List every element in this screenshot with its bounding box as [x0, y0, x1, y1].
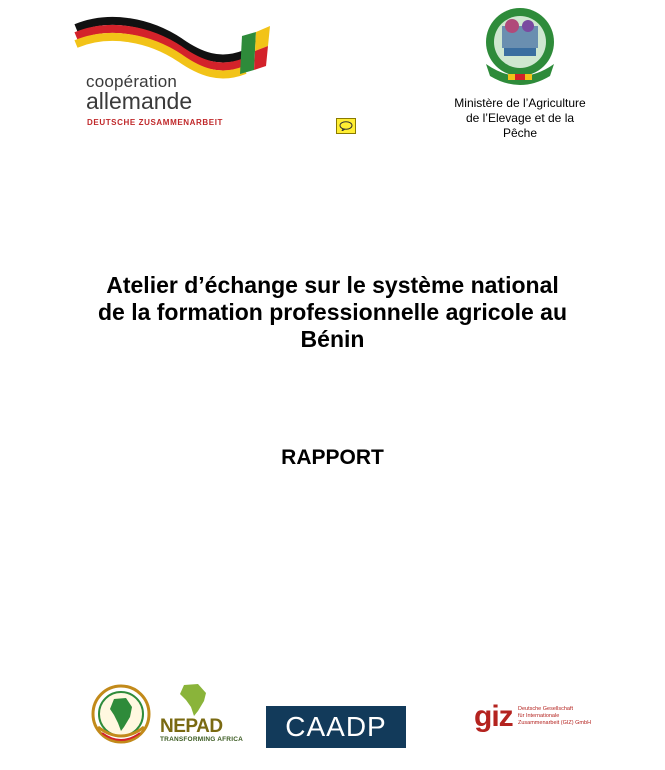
africa-map-icon: [178, 683, 208, 717]
ministry-line3: Pêche: [502, 126, 538, 140]
ministry-emblem-icon: [482, 4, 558, 88]
african-union-logo: [90, 683, 152, 745]
ministry-line2: de l’Elevage et de la: [465, 111, 575, 125]
comment-marker[interactable]: [336, 118, 356, 134]
coop-logo-line3: DEUTSCHE ZUSAMMENARBEIT: [87, 118, 224, 127]
document-title: [0, 272, 665, 353]
giz-line2: für Internationale: [518, 713, 560, 719]
nepad-logo: [158, 683, 243, 745]
caadp-wordmark: CAADP: [285, 711, 387, 742]
title-line1: Atelier d’échange sur le système national: [106, 272, 559, 298]
ministry-name: [425, 96, 615, 141]
caadp-logo: [266, 706, 406, 748]
giz-line1: Deutsche Gesellschaft: [518, 706, 574, 712]
giz-fullname: [518, 706, 608, 727]
coop-logo-line1: coopération: [86, 72, 178, 91]
ministry-block: [425, 4, 615, 149]
cooperation-allemande-logo: [70, 14, 285, 129]
coop-logo-line2: allemande: [86, 88, 193, 114]
title-line3: Bénin: [300, 326, 365, 352]
nepad-tagline: TRANSFORMING AFRICA: [160, 736, 243, 743]
report-heading: RAPPORT: [281, 446, 384, 469]
ministry-line1: Ministère de l’Agriculture: [454, 96, 586, 110]
giz-wordmark: giz: [474, 700, 513, 733]
title-line2: de la formation professionnelle agricole au: [97, 299, 568, 325]
speech-bubble-icon: [339, 121, 353, 131]
giz-logo: [474, 700, 604, 740]
nepad-wordmark: NEPAD: [160, 716, 223, 737]
african-union-emblem-icon: [90, 683, 152, 745]
giz-line3: Zusammenarbeit (GIZ) GmbH: [518, 720, 592, 726]
